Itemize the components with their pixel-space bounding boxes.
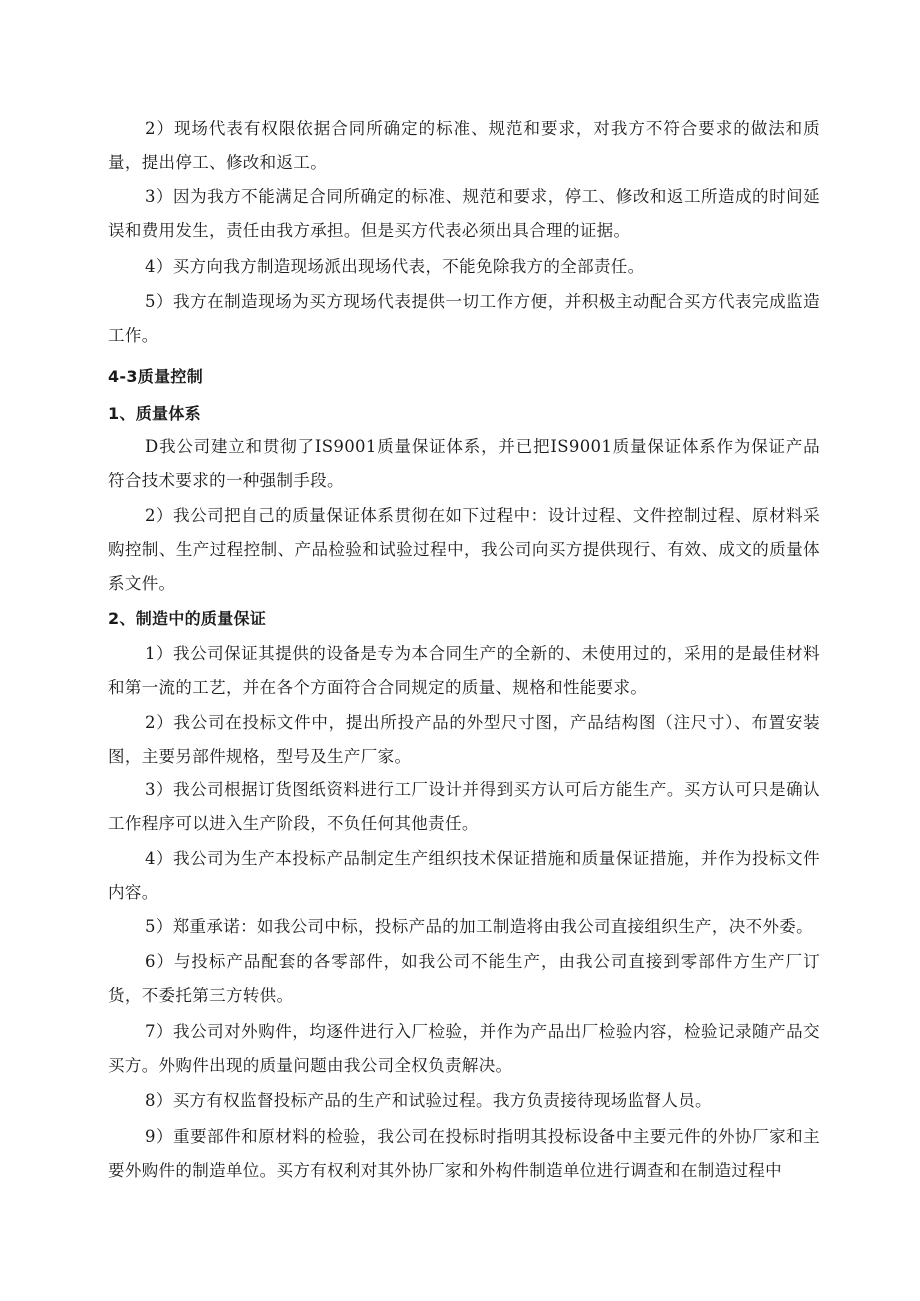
paragraph: 2）我公司在投标文件中，提出所投产品的外型尺寸图，产品结构图（注尺寸）、布置安装图，主要另部件规格，型号及生产厂家。 xyxy=(108,713,820,766)
paragraph: 2）现场代表有权限依据合同所确定的标准、规范和要求，对我方不符合要求的做法和质量，提出停工、修改和返工。 xyxy=(108,119,820,172)
section-title: 4-3质量控制 xyxy=(108,367,204,386)
paragraph: 6）与投标产品配套的各零部件，如我公司不能生产，由我公司直接到零部件方生产厂订货，不委托第三方转供。 xyxy=(108,952,820,1005)
paragraph: 5）郑重承诺：如我公司中标，投标产品的加工制造将由我公司直接组织生产，决不外委。 xyxy=(145,917,813,936)
paragraph: 3）因为我方不能满足合同所确定的标准、规范和要求，停工、修改和返工所造成的时间延误和费用发生，责任由我方承担。但是买方代表必须出具合理的证据。 xyxy=(108,187,820,240)
subsection-heading: 1、质量体系 xyxy=(108,404,201,423)
paragraph: 4）我公司为生产本投标产品制定生产组织技术保证措施和质量保证措施，并作为投标文件内容。 xyxy=(108,849,820,902)
paragraph: 2）我公司把自己的质量保证体系贯彻在如下过程中：设计过程、文件控制过程、原材料采购控制、生产过程控制、产品检验和试验过程中，我公司向买方提供现行、有效、成文的质量体系文件。 xyxy=(108,506,820,593)
paragraph: 8）买方有权监督投标产品的生产和试验过程。我方负责接待现场监督人员。 xyxy=(145,1091,712,1110)
paragraph: 4）买方向我方制造现场派出现场代表，不能免除我方的全部责任。 xyxy=(145,257,645,276)
paragraph: 3）我公司根据订货图纸资料进行工厂设计并得到买方认可后方能生产。买方认可只是确认工作程序可以进入生产阶段，不负任何其他责任。 xyxy=(108,780,820,833)
paragraph: 7）我公司对外购件，均逐件进行入厂检验，并作为产品出厂检验内容，检验记录随产品交买方。外购件出现的质量问题由我公司全权负责解决。 xyxy=(108,1022,820,1075)
subsection-heading: 2、制造中的质量保证 xyxy=(108,609,267,628)
paragraph: 5）我方在制造现场为买方现场代表提供一切工作方便，并积极主动配合买方代表完成监造工作。 xyxy=(108,292,820,345)
paragraph: 1）我公司保证其提供的设备是专为本合同生产的全新的、未使用过的，采用的是最佳材料和第一流的工艺，并在各个方面符合合同规定的质量、规格和性能要求。 xyxy=(108,644,820,697)
paragraph: 9）重要部件和原材料的检验，我公司在投标时指明其投标设备中主要元件的外协厂家和主要外购件的制造单位。买方有权利对其外协厂家和外构件制造单位进行调查和在制造过程中 xyxy=(108,1127,820,1180)
paragraph: D我公司建立和贯彻了IS9001质量保证体系，并已把IS9001质量保证体系作为保证产品符合技术要求的一种强制手段。 xyxy=(108,437,820,490)
